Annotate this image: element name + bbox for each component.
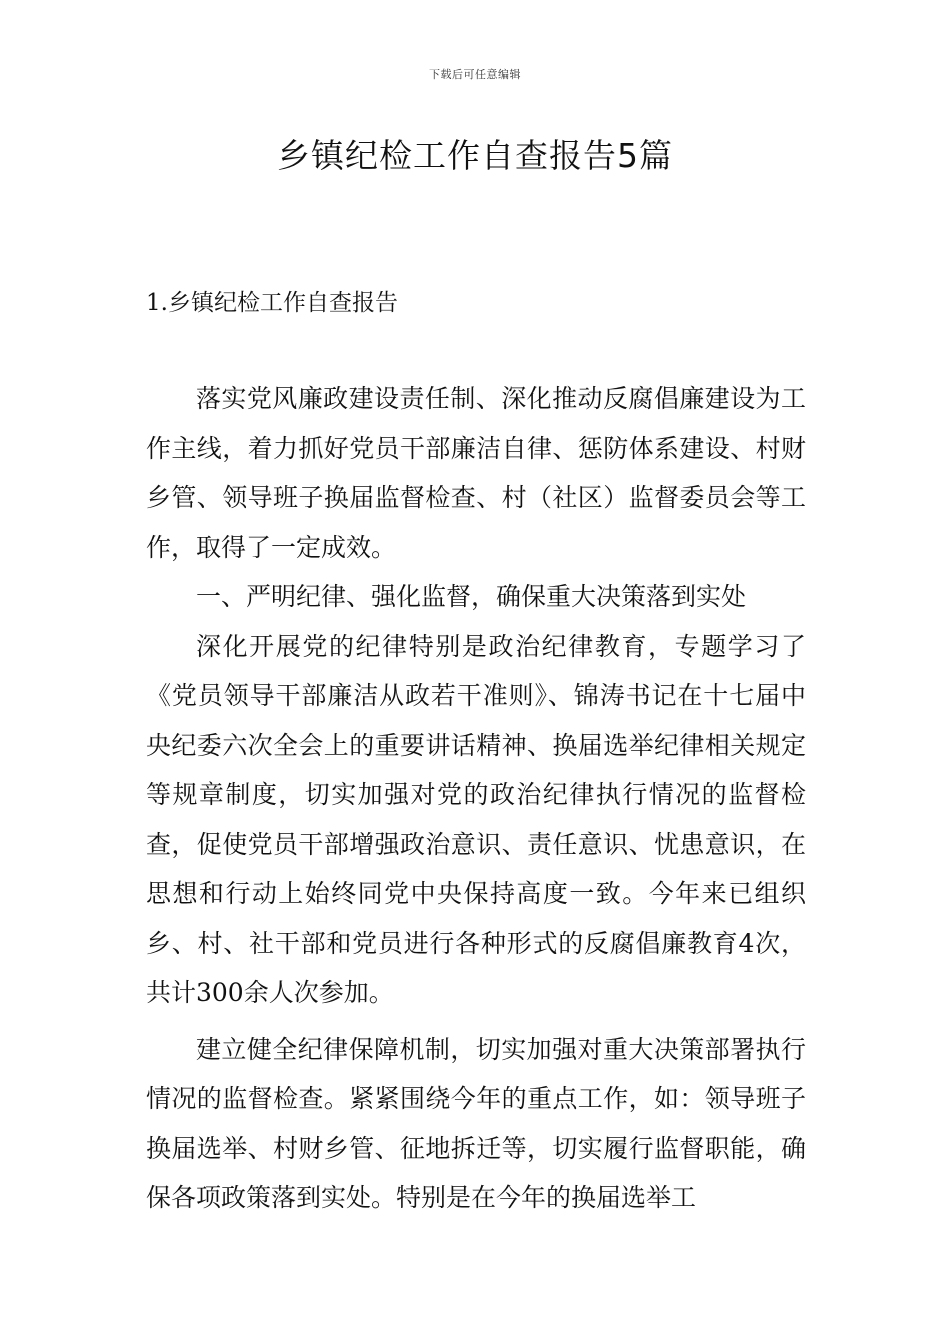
section-heading: 1.乡镇纪检工作自查报告 xyxy=(146,290,398,316)
paragraph-discipline-mechanism: 建立健全纪律保障机制，切实加强对重大决策部署执行情况的监督检查。紧紧围绕今年的重点工作，如：领导班子换届选举、村财乡管、征地拆迁等，切实履行监督职能，确保各项政策落到实处。特别是在今年的换届选举工 xyxy=(146,1034,806,1212)
body-text xyxy=(146,374,806,1223)
paragraph-intro: 落实党风廉政建设责任制、深化推动反腐倡廉建设为工作主线，着力抓好党员干部廉洁自律、惩防体系建设、村财乡管、领导班子换届监督检查、村（社区）监督委员会等工作，取得了一定成效。 xyxy=(146,384,806,562)
document-title: 乡镇纪检工作自查报告5篇 xyxy=(277,136,673,175)
paragraph-heading-one: 一、严明纪律、强化监督，确保重大决策落到实处 xyxy=(196,582,747,611)
header-note: 下载后可任意编辑 xyxy=(429,68,521,81)
paragraph-discipline-education: 深化开展党的纪律特别是政治纪律教育，专题学习了《党员领导干部廉洁从政若干准则》、锦涛书记在十七届中央纪委六次全会上的重要讲话精神、换届选举纪律相关规定等规章制度，切实加强对党的政治纪律执行情况的监督检查，促使党员干部增强政治意识、责任意识、忧患意识，在思想和行动上始终同党中央保持高度一致。今年来已组织乡、村、社干部和党员进行各种形式的反腐倡廉教育4次，共计300余人次参加。 xyxy=(146,631,806,1007)
